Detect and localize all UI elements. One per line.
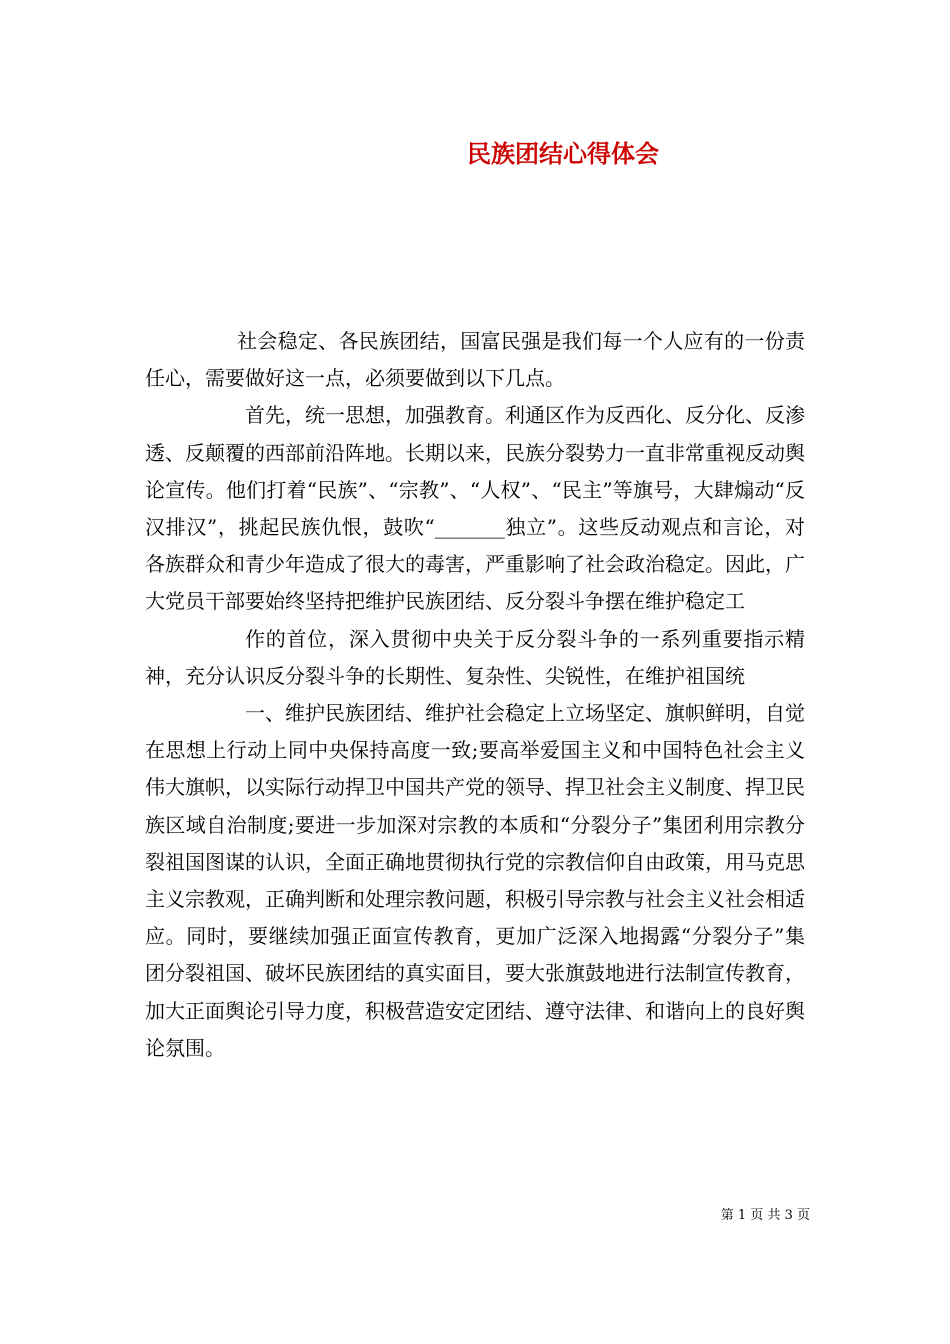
paragraph-4: 一、维护民族团结、维护社会稳定上立场坚定、旗帜鲜明，自觉在思想上行动上同中央保持高度一致;要高举爱国主义和中国特色社会主义伟大旗帜，以实际行动捍卫中国共产党的领导、捍卫社会主义制度、捍卫民族区域自治制度;要进一步加深对宗教的本质和“分裂分子”集团利用宗教分裂祖国图谋的认识，全面正确地贯彻执行党的宗教信仰自由政策，用马克思主义宗教观，正确判断和处理宗教问题，积极引导宗教与社会主义社会相适应。同时，要继续加强正面宣传教育，更加广泛深入地揭露“分裂分子”集团分裂祖国、破坏民族团结的真实面目，要大张旗鼓地进行法制宣传教育，加大正面舆论引导力度，积极营造安定团结、遵守法律、和谐向上的良好舆论氛围。 xyxy=(145,701,805,1060)
document-body xyxy=(145,323,805,1067)
document-title: 民族团结心得体会 xyxy=(467,139,659,168)
paragraph-3: 作的首位，深入贯彻中央关于反分裂斗争的一系列重要指示精神，充分认识反分裂斗争的长期性、复杂性、尖锐性，在维护祖国统 xyxy=(145,626,805,688)
paragraph-1: 社会稳定、各民族团结，国富民强是我们每一个人应有的一份责任心，需要做好这一点，必须要做到以下几点。 xyxy=(145,329,805,391)
paragraph-2: 首先，统一思想，加强教育。利通区作为反西化、反分化、反渗透、反颠覆的西部前沿阵地。长期以来，民族分裂势力一直非常重视反动舆论宣传。他们打着“民族”、“宗教”、“人权”、“民主”等旗号，大肆煽动“反汉排汉”，挑起民族仇恨，鼓吹“_______独立”。这些反动观点和言论，对各族群众和青少年造成了很大的毒害，严重影响了社会政治稳定。因此，广大党员干部要始终坚持把维护民族团结、反分裂斗争摆在维护稳定工 xyxy=(145,403,805,614)
page-number-footer: 第 1 页 共 3 页 xyxy=(720,1208,810,1223)
